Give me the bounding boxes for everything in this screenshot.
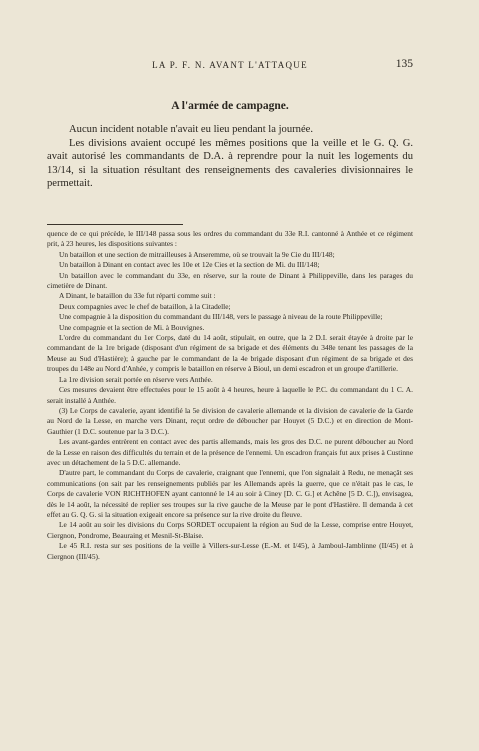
footnote-paragraph: Les avant-gardes entrèrent en contact avec des partis allemands, mais les gros des D.C. ne purent déboucher au Nord de la Lesse en raison des difficultés du terrain et de la présence de l'ennemi. Un escadron français fut aux prises à Custinne avec un détachement de la 5 D.C. allemande. (47, 437, 413, 467)
footnote-paragraph: Un bataillon et une section de mitrailleuses à Anseremme, où se trouvait la 9e Cie du III/148; (59, 249, 335, 259)
header-title: LA P. F. N. AVANT L'ATTAQUE (152, 60, 308, 70)
footnote-paragraph: D'autre part, le commandant du Corps de cavalerie, craignant que l'ennemi, que l'on signalait à Redu, ne menaçât ses communications (on sait par les renseignements publiés par les Allemands après la guerre, que ce n'était pas le cas, le Corps de cavalerie VON RICHTHOFEN ayant cantonné le 14 au soir à Ciney [D. C. G.] et Achêne [5 D. C.]), envisagea, dès le 14 août, la nécessité de replier ses troupes sur la rive gauche de la Meuse par le pont d'Hastière. Il demanda à cet effet au G. Q. G. si la situation exigeait encore sa présence sur la rive droite du fleuve. (47, 468, 413, 519)
footnote-paragraph: quence de ce qui précède, le III/148 passa sous les ordres du commandant du 33e R.I. cantonné à Anthée et ce régiment prit, à 23 heures, les dispositions suivantes : (47, 229, 413, 249)
running-header (47, 60, 413, 74)
footnote-paragraph: Le 45 R.I. resta sur ses positions de la veille à Villers-sur-Lesse (E.-M. et I/45), à Jamboul-Jamblinne (II/45) et à Ciergnon (III/45). (47, 541, 413, 561)
main-text (47, 123, 413, 191)
footnote-divider (47, 224, 183, 225)
main-paragraph: Les divisions avaient occupé les mêmes positions que la veille et le G. Q. G. avait autorisé les commandants de D.A. à reprendre pour la nuit les logements du 13/14, si la situation résultant des renseignements des cavaleries divisionnaires le permettait. (47, 137, 413, 190)
footnotes (47, 229, 413, 562)
main-paragraph: Aucun incident notable n'avait eu lieu pendant la journée. (69, 124, 314, 135)
footnote-paragraph: (3) Le Corps de cavalerie, ayant identifié la 5e division de cavalerie allemande et la division de cavalerie de la Garde au Nord de la Lesse, en marche vers Dinant, reçut ordre de déboucher par Houyet (5 D.C.) et en direction de Mont-Gauthier (1 D.C. soutenue par la 3 D.C.). (47, 405, 413, 436)
footnote-paragraph: Une compagnie et la section de Mi. à Bouvignes. (59, 322, 205, 332)
footnote-paragraph: Un bataillon avec le commandant du 33e, en réserve, sur la route de Dinant à Philippeville, dans les parages du cimetière de Dinant. (47, 270, 413, 291)
footnote-paragraph: Le 14 août au soir les divisions du Corps SORDET occupaient la région au Sud de la Lesse, comprise entre Houyet, Ciergnon, Pondrome, Beauraing et Mesnil-St-Blaise. (47, 520, 413, 540)
footnote-paragraph: La 1re division serait portée en réserve vers Anthée. (59, 374, 213, 384)
footnote-paragraph: Deux compagnies avec le chef de bataillon, à la Citadelle; (59, 301, 231, 311)
footnote-paragraph: Un bataillon à Dinant en contact avec les 10e et 12e Cies et la section de Mi. du III/148; (59, 260, 320, 270)
footnote-paragraph: L'ordre du commandant du 1er Corps, daté du 14 août, stipulait, en outre, que la 2 D.I. serait étayée à droite par le commandant de la 1re brigade (disposant d'un régiment de sa brigade et des éléments du 348e tenant les passages de la Meuse au Sud d'Hastière); à gauche par le commandant de la 4e brigade disposant d'un régiment de sa brigade et des troupes du 148e au Nord d'Anhée, y compris le bataillon en réserve à Bioul, un demi escadron et un groupe d'artillerie. (47, 333, 413, 374)
footnote-paragraph: A Dinant, le bataillon du 33e fut réparti comme suit : (59, 291, 216, 301)
footnote-paragraph: Une compagnie à la disposition du commandant du III/148, vers le passage à niveau de la route Philippeville; (59, 312, 383, 322)
page-number: 135 (395, 58, 413, 70)
footnote-paragraph: Ces mesures devaient être effectuées pour le 15 août à 4 heures, heure à laquelle le P.C. du commandant du 1 C. A. serait installé à Anthée. (47, 385, 413, 405)
section-heading: A l'armée de campagne. (171, 100, 289, 112)
